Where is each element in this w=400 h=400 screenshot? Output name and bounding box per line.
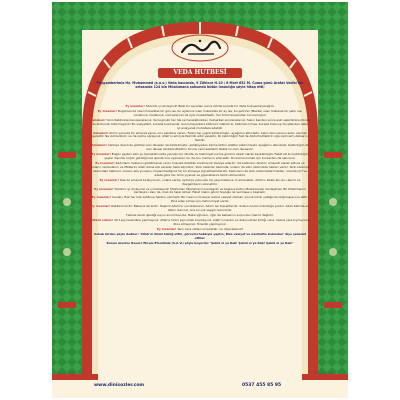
paragraph-text: Kimin yanında bir emanet varsa, onu sahibine versin. Faizin her çeşidi kaldırılmıştır, ayağımın altındadır. Lakin borcunuzun aslını vermek gerektir. Ne zulmedinizi, ne de zulme uğrayınız. Allah'ın emriyle faizcilik artık yasaktır. Ilk kaldırdığım faiz de Abdulmuttalib'in oğlu (amcam) Abbas'ın faizidir.	[92, 130, 308, 143]
paragraph-lead: Ashabım!	[93, 130, 109, 135]
paragraph	[90, 144, 310, 152]
paragraph	[90, 233, 310, 241]
paragraph-text: dört şeyi kesinlikle yapmayınız: Allah'a hiçbir şeyi ortak koşmayınız. Allah'ın haram ve dokunulmaz kıldığı cana, haksız yere kıymayınız. Zina etmeyiniz. Hırsızlık yapmayınız.	[112, 218, 310, 227]
website-link[interactable]: www.dinisozler.com	[94, 383, 145, 388]
paragraph	[90, 188, 310, 196]
paragraph	[90, 132, 310, 144]
phone-number: 0537 455 85 95	[242, 383, 282, 388]
paragraph	[90, 162, 310, 177]
paragraph-text: Rabbiniz birdir. Babanız da birdir. Hepiniz Adem'in çocuklarısınız. Adem ise topraktandır. Arabın Acemi üstünlüğü yoktur. Allah katında en üstün olanınız, ona en çok saygılı olanınızdır.	[110, 204, 310, 213]
paragraph-text: Ashab birden şöyle dediler: 'Allah'ın dinini tebliğ ettin, görevini hakkıyla yaptın, Bize vasiyet ve nasihatte bulundun' diye şahadet ettiler.	[93, 232, 307, 240]
paragraph-lead: Ey insanlar!	[125, 104, 145, 108]
paragraph-text: Yarın Rabbinize kavuşacaksınız. Ve bugünkü her hal ve hareketinizden muhakkak sorulacaksınız. Sakın benden sonra eski sapıklıklara dönüp de birbirinizi öldürmeyiniz! Bu vasiyetimi, burada bulunanlar, bulunmayanlara bildirsin! Olabilir ki, bildirilen kimse, burada bulunup ta işitenden daha iyi anlayarak muhafaza edebilir.	[92, 117, 310, 130]
paragraph-text: Herkes kendi işlediği suçun sorumlusudur. Baba oğlunun, oğlu da babasının suçundan mes'ul değildir.	[126, 213, 274, 218]
calligraphy-emblem	[170, 34, 230, 62]
paragraph-lead: Ey insanlar!	[91, 195, 112, 200]
paragraph-lead: Ey insanlar!	[95, 161, 115, 166]
paragraph	[90, 153, 310, 161]
paragraph-text: Yarın beni sizden soracaklar, ne diyeceksiniz?	[176, 227, 244, 232]
paragraph	[90, 179, 310, 187]
paragraph	[90, 196, 310, 204]
paragraph-lead: Ey insanlar!	[97, 109, 118, 114]
sermon-body	[90, 105, 310, 247]
product-code-left: B25D716-H3G9	[56, 372, 75, 375]
paragraph	[90, 219, 310, 227]
paragraph-text: Cahiliye devrinde güdülen kan davaları da kaldırılmıştır, ashâbiyeden kalma bütün adetler kaldırılmıştır. Ayağımın altındadır. Kaldırdığım ilk kan davası Abdulmuttalib'in torunu (amcazadem) Rabia'nın kan davasıdır.	[106, 143, 309, 152]
paragraph-text: Kadınların haklarını gözetmenizi ve bu hususta Allahtan korkmanızı tavsiye ederim. Siz kadınları, Allah'ın emaneti olarak aldınız ve onların namuslarını ve iffetlerini Allah adına söz vererek helal edindiniz. Sizin kadınlar üzerinde, onların da sizin üzerinizde hakları vardır. Sizin kadınlar üzerindeki hakkınız, onların aile yuvasını, hoşlanmadığınız hiç bir kimseye çiğnetmemeleridir. Kadınların da sizin üzerinizdeki hakları, marufa (örf ve adete göre her türlü yiyecek ve giyeceklerini temin etmenizdir.	[91, 161, 309, 177]
paragraph-lead: Ey insanlar!	[90, 204, 111, 209]
paragraph-text: Cenab-ı Hak her hak sahibine hakkını vermiştir. Bir insanın mirasçısı lehine vasiyet olamaz. Çocuk kimin yatağında doğmuşsa ona aittir. Zina eden kimse için mahrumiyet vardır.	[111, 195, 309, 204]
paragraph-lead: Ey insanlar!	[91, 152, 111, 157]
paragraph-text: Sözümü iyi dinleyiniz ve iyi belleyiniz! Müslüman Müslümanın kardeşidir ve böylece bütün Müslümanlar kardeştirler. Bir Müslümanın kardeşinin kanı da, malı da helal olmaz. Fakat malını gönül hoşluğu ile vermişse o başkadır.	[113, 186, 306, 195]
intro-text: Peygamberimiz Hz. Muhammed (s.a.v.) Veda haccında, 9 Zilhicce H.10 / 6 Mart 632 M. Cuma günü Arafat Vadisi'nin ortasında 124 bin Müslümana şahsında bütün insanlığa şöyle hitap etti;	[96, 81, 304, 90]
paragraph-lead: Ashabım!	[90, 117, 106, 122]
paragraph	[90, 205, 310, 213]
paragraph-lead: Ey insanlar!	[99, 177, 119, 182]
paragraph	[90, 242, 310, 246]
paragraph-lead: Ey insanlar!	[156, 227, 177, 232]
paragraph-text: Bugün şeytan sizin şu topraklarınızda yeniden bir otorite ve hakimiyet kurma gücünü ebedi olarak kaybetmiştir. Fakat siz bu kaldırdığım şeyler dışında, küçük gördüğünüz işlerde ona uyarsanız, bu da onu memnun edecektir. Dininizi korumak için bunlardan da sakınınız.	[104, 152, 309, 161]
paragraph-text: Bunun üzerine Resul-i Ekrem Efendimiz (S.A.V.) şöyle buyurdu: 'Şahid ol ya Rab! Şahid ol ya Rab! Şahid ol ya Rab!'	[106, 240, 294, 245]
paragraph-lead: Ashabım!	[91, 143, 107, 148]
poster	[52, 2, 348, 398]
paragraph	[90, 119, 310, 131]
paragraph-text: Sözümü iyi dinleyiniz! Belki bu seneden sonra sizinle burada bir daha buluşamayacağım.	[144, 104, 275, 108]
paragraph-lead: Dikkat ediniz!	[90, 218, 113, 223]
product-code-right: B25D716-H3G9	[314, 372, 333, 375]
paragraph	[90, 110, 310, 118]
paragraph-text: Bugünleriniz nasıl mukaddes bir gün ise, bu aylarınız nasıl mukaddes bir ay ise, bu şehriniz (Mekke) nasıl mübarek bir şehir ise, canlarınız, mallarınız, namuslarınız da öyle mukaddestir, her türlü tecavüzden korunmuştur.	[117, 109, 303, 117]
paragraph-text: Size iki emanet bırakıyorum, onlara sarılıp uydukça yolunuzu hiç şaşırmazsınız. O emanetler, Allah'ın kitabı Kur-an-ı Kerim ve Peygamberin sünnetidir.	[118, 177, 301, 186]
paragraph-lead: Ey insanlar!	[94, 186, 114, 191]
title-banner: VEDA HUTBESİ	[158, 68, 242, 78]
